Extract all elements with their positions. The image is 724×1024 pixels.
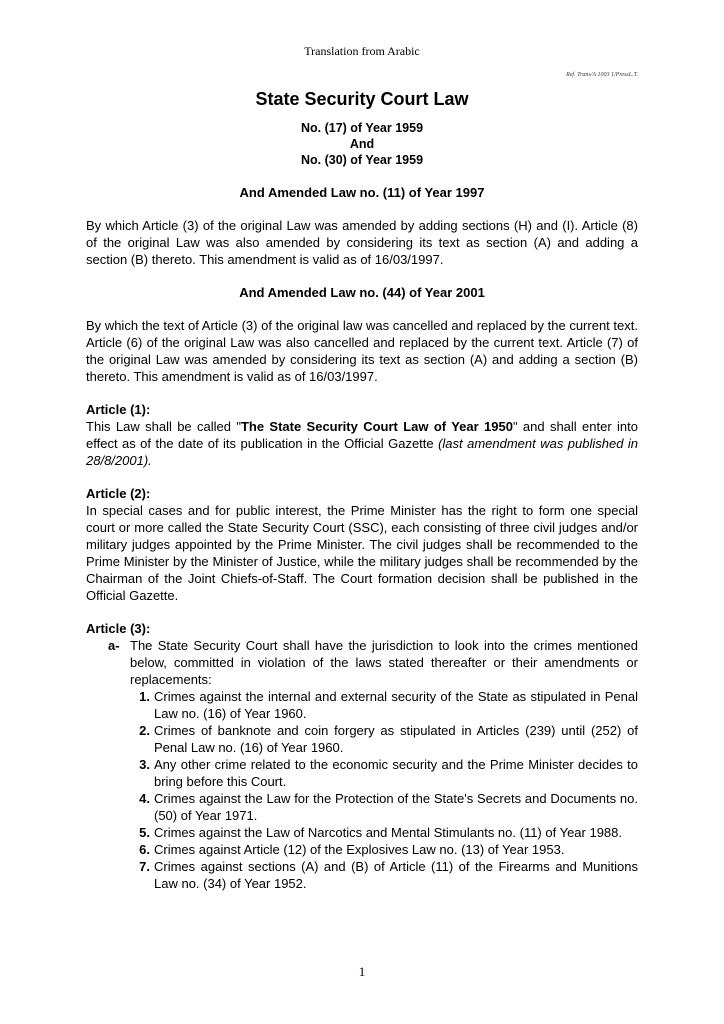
- page-number: 1: [358, 964, 366, 979]
- article-1-text-pre: This Law shall be called ": [86, 419, 241, 434]
- item-text: Crimes of banknote and coin forgery as stipulated in Articles (239) until (252) of Penal Law no. (16) of Year 1960.: [154, 723, 638, 755]
- amendment-2001-text: By which the text of Article (3) of the original law was cancelled and replaced by the current text. Article (6) of the original Law was also cancelled and replaced by the current text. Article (7) of the original Law was amended by considering its text as section (A) and adding a section (B) thereto. This amendment is valid as of 16/03/1997.: [86, 318, 638, 384]
- article-2-text: In special cases and for public interest, the Prime Minister has the right to form one special court or more called the State Security Court (SSC), each consisting of three civil judges and/or military judges appointed by the Prime Minister. The civil judges shall be recommended to the Prime Minister by the Minister of Justice, while the military judges shall be recommended by the Chairman of the Joint Chiefs-of-Staff. The Court formation decision shall be published in the Official Gazette.: [86, 503, 638, 603]
- list-item: [86, 824, 638, 841]
- list-item: [86, 722, 638, 756]
- amendment-1997-text: By which Article (3) of the original Law was amended by adding sections (H) and (I). Article (8) of the original Law was also amended by considering its text as section (A) and adding a section (B) thereto. This amendment is valid as of 16/03/1997.: [86, 218, 638, 267]
- item-text: Crimes against Article (12) of the Explosives Law no. (13) of Year 1953.: [154, 842, 565, 857]
- section-a-text: The State Security Court shall have the jurisdiction to look into the crimes mentioned below, committed in violation of the laws stated thereafter or their amendments or replacements:: [130, 638, 638, 687]
- item-number: 5.: [139, 825, 150, 840]
- article-1-law-name: The State Security Court Law of Year 1950: [240, 419, 513, 434]
- item-text: Crimes against sections (A) and (B) of Article (11) of the Firearms and Munitions Law no. (34) of Year 1952.: [154, 859, 638, 891]
- item-text: Crimes against the Law of Narcotics and Mental Stimulants no. (11) of Year 1988.: [154, 825, 623, 840]
- document-body: [86, 88, 638, 892]
- list-item: [86, 790, 638, 824]
- item-text: Crimes against the Law for the Protection of the State's Secrets and Documents no. (50) of Year 1971.: [154, 791, 638, 823]
- translation-note: Translation from Arabic: [304, 44, 420, 58]
- item-number: 4.: [139, 791, 150, 806]
- article-1-text: [86, 418, 638, 469]
- item-text: Any other crime related to the economic security and the Prime Minister decides to bring before this Court.: [154, 757, 638, 789]
- amendment-2001-heading: And Amended Law no. (44) of Year 2001: [239, 285, 485, 300]
- law-number-2: No. (30) of Year 1959: [300, 153, 424, 167]
- law-number-and: And: [349, 137, 375, 151]
- reference-code: Ref. Trans/A 1003 1/PressL.T.: [566, 72, 638, 78]
- article-2-heading: Article (2):: [86, 486, 151, 501]
- item-number: 7.: [139, 859, 150, 874]
- crimes-list: [86, 688, 638, 892]
- item-number: 2.: [139, 723, 150, 738]
- article-3-section-a: [86, 637, 638, 688]
- article-1-heading: Article (1):: [86, 402, 151, 417]
- section-a-label: a-: [108, 638, 120, 653]
- article-3-heading: Article (3):: [86, 621, 151, 636]
- article-1-amendment-note: (last amendment was published in 28/8/2001).: [86, 436, 638, 468]
- document-title: State Security Court Law: [255, 89, 469, 109]
- item-number: 6.: [139, 842, 150, 857]
- law-number-1: No. (17) of Year 1959: [300, 121, 424, 135]
- list-item: [86, 841, 638, 858]
- list-item: [86, 688, 638, 722]
- list-item: [86, 756, 638, 790]
- item-number: 3.: [139, 757, 150, 772]
- list-item: [86, 858, 638, 892]
- article-1-text-mid: " and shall enter into effect as of the date of its publication in the Official Gazette: [86, 419, 638, 451]
- item-number: 1.: [139, 689, 150, 704]
- item-text: Crimes against the internal and external security of the State as stipulated in Penal Law no. (16) of Year 1960.: [154, 689, 638, 721]
- amendment-1997-heading: And Amended Law no. (11) of Year 1997: [239, 185, 485, 200]
